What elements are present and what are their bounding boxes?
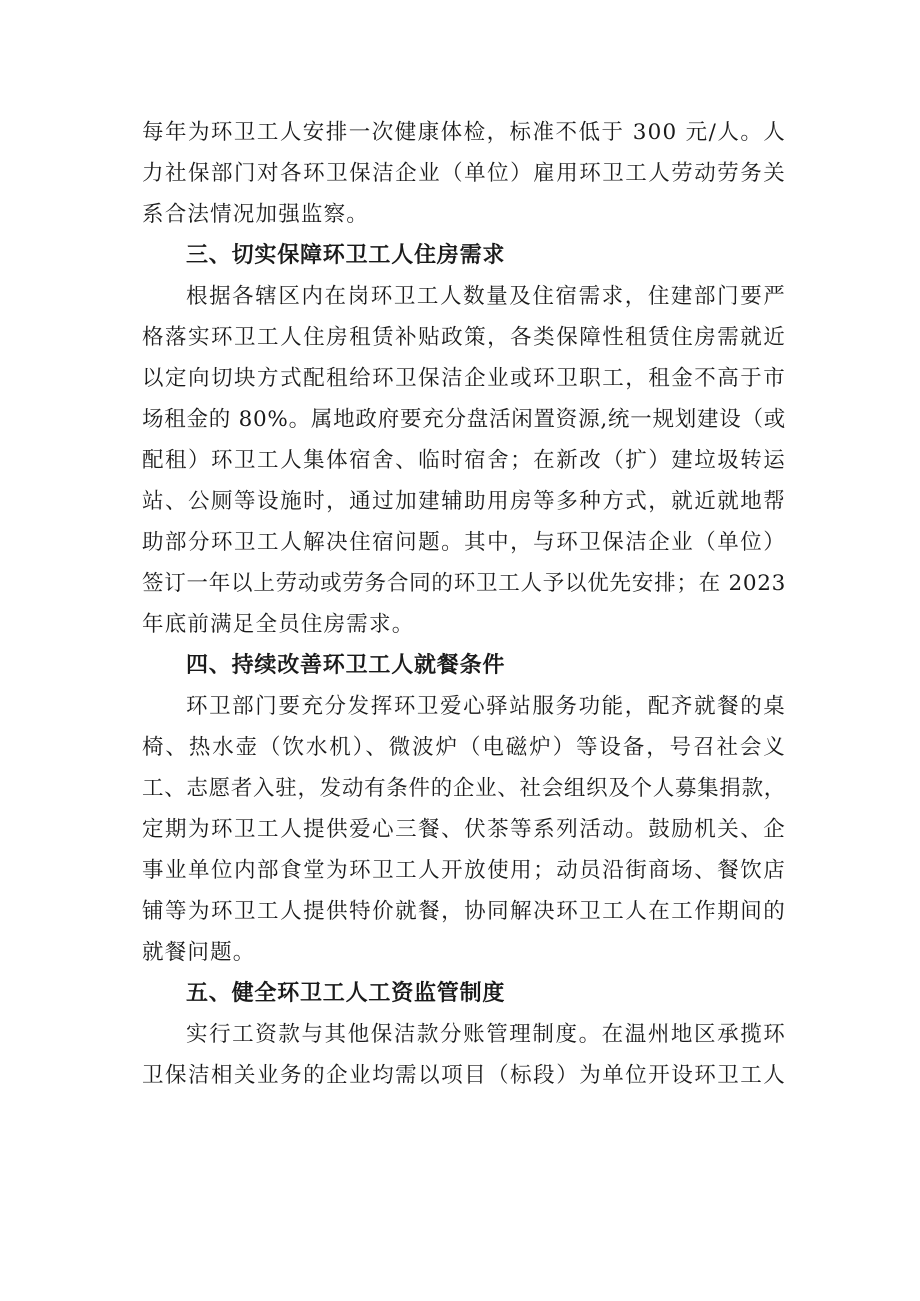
- text-line: 配租）环卫工人集体宿舍、临时宿舍；在新改（扩）建垃圾转运: [142, 448, 786, 473]
- text-line: 场租金的 80%。属地政府要充分盘活闲置资源,统一规划建设（或: [142, 407, 786, 432]
- text-line: 系合法情况加强监察。: [142, 202, 370, 227]
- text-line: 以定向切块方式配租给环卫保洁企业或环卫职工，租金不高于市: [142, 366, 786, 391]
- text-line: 力社保部门对各环卫保洁企业（单位）雇用环卫工人劳动劳务关: [142, 161, 786, 186]
- paragraph-start: 环卫部门要充分发挥环卫爱心驿站服务功能，配齐就餐的桌: [186, 694, 786, 719]
- section-heading-4: 四、持续改善环卫工人就餐条件: [186, 653, 506, 678]
- text-line: 年底前满足全员住房需求。: [142, 612, 415, 637]
- text-line: 事业单位内部食堂为环卫工人开放使用；动员沿街商场、餐饮店: [142, 858, 786, 883]
- section-heading-5: 五、健全环卫工人工资监管制度: [186, 981, 506, 1006]
- text-line: 工、志愿者入驻，发动有条件的企业、社会组织及个人募集捐款，: [142, 776, 786, 801]
- text-line: 椅、热水壶（饮水机）、微波炉（电磁炉）等设备，号召社会义: [142, 735, 786, 760]
- text-line: 铺等为环卫工人提供特价就餐，协同解决环卫工人在工作期间的: [142, 899, 786, 924]
- text-line: 每年为环卫工人安排一次健康体检，标准不低于 300 元/人。人: [142, 120, 786, 145]
- text-line: 站、公厕等设施时，通过加建辅助用房等多种方式，就近就地帮: [142, 489, 786, 514]
- section-heading-3: 三、切实保障环卫工人住房需求: [186, 243, 506, 268]
- text-line: 格落实环卫工人住房租赁补贴政策，各类保障性租赁住房需就近: [142, 325, 786, 350]
- document-page: [142, 112, 786, 1096]
- paragraph-start: 实行工资款与其他保洁款分账管理制度。在温州地区承揽环: [186, 1022, 786, 1047]
- text-line: 卫保洁相关业务的企业均需以项目（标段）为单位开设环卫工人: [142, 1063, 786, 1088]
- text-line: 助部分环卫工人解决住宿问题。其中，与环卫保洁企业（单位）: [142, 530, 786, 555]
- text-line: 就餐问题。: [142, 940, 256, 965]
- text-line: 签订一年以上劳动或劳务合同的环卫工人予以优先安排；在 2023: [142, 571, 786, 596]
- paragraph-start: 根据各辖区内在岗环卫工人数量及住宿需求，住建部门要严: [186, 284, 786, 309]
- text-line: 定期为环卫工人提供爱心三餐、伏茶等系列活动。鼓励机关、企: [142, 817, 786, 842]
